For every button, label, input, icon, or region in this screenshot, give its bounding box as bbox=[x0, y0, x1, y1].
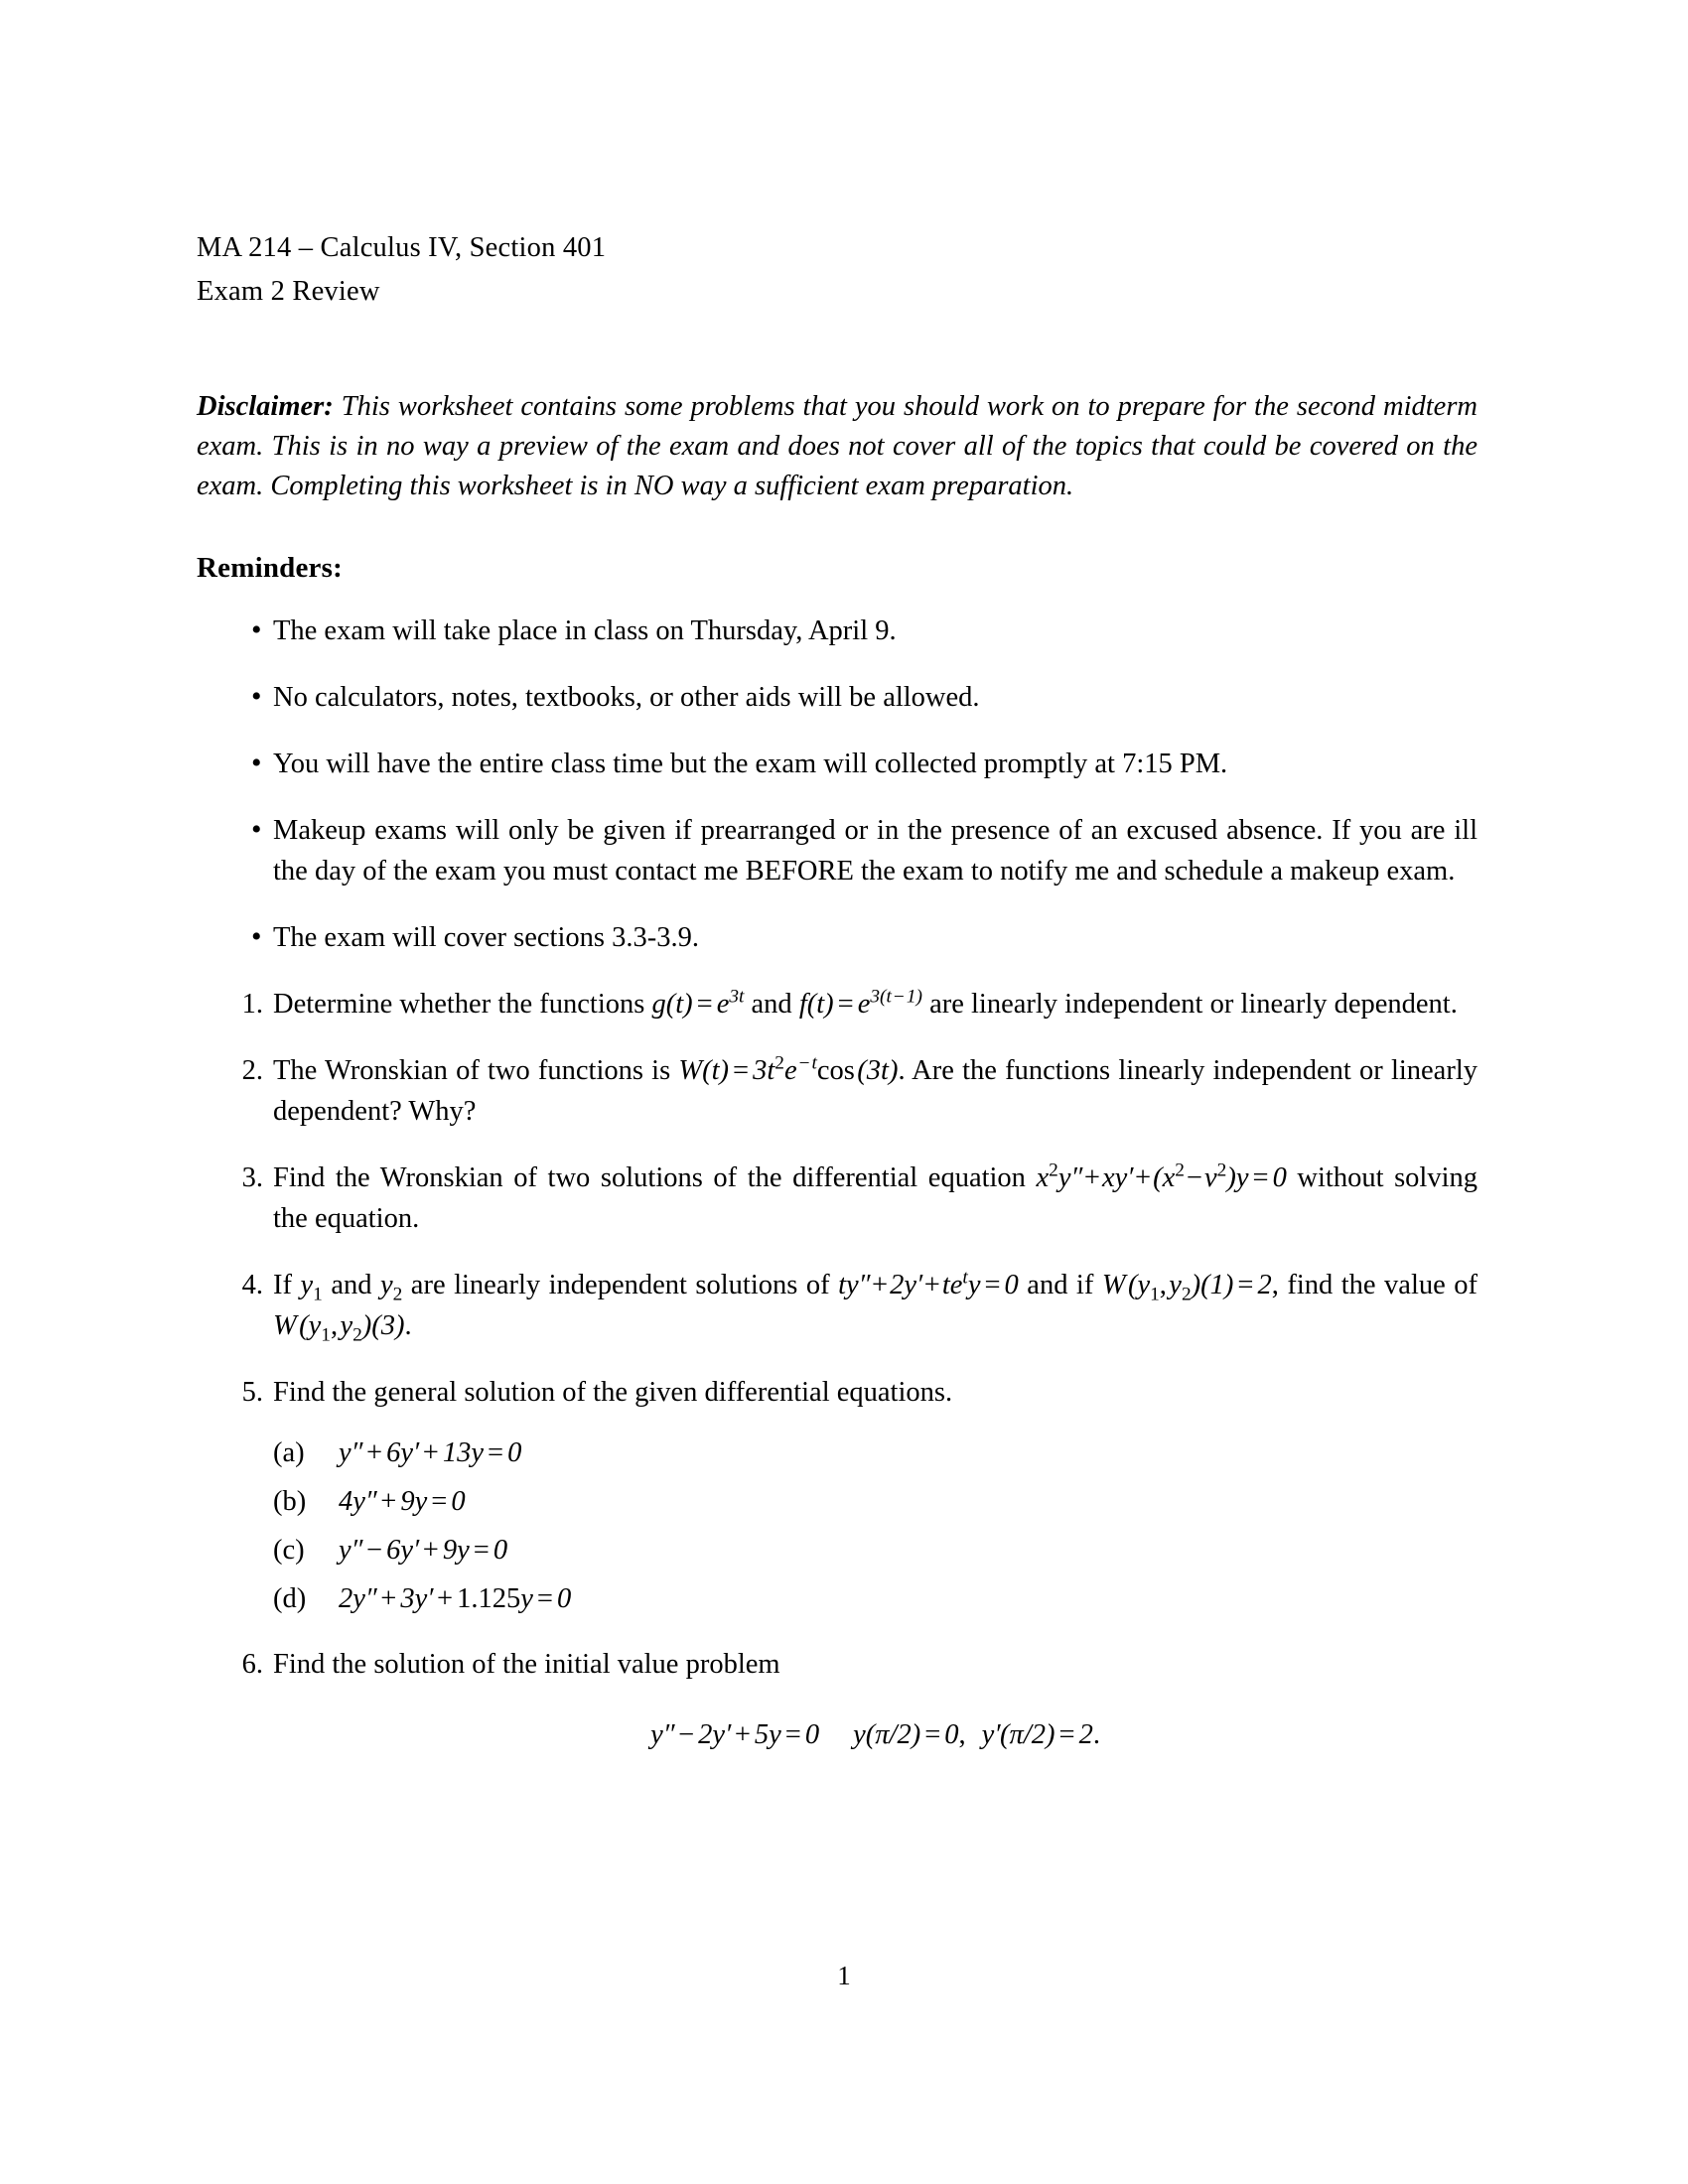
list-item bbox=[197, 917, 1477, 958]
page-number: 1 bbox=[837, 1961, 851, 1990]
math-expression: y″ + 6y′ + 13y = 0 bbox=[339, 1437, 522, 1468]
math-expression: $y_1$ bbox=[300, 1270, 323, 1305]
list-item bbox=[197, 744, 1477, 784]
problem-item bbox=[197, 1265, 1477, 1346]
subpart-label: (d) bbox=[273, 1583, 307, 1614]
math-expression: y″ − 6y′ + 9y = 0 bbox=[339, 1535, 508, 1566]
math-expression: $y_2$ bbox=[379, 1270, 403, 1305]
problem-text-part: Determine whether the functions bbox=[273, 989, 652, 1020]
subpart-label: (a) bbox=[273, 1437, 305, 1468]
problem-item bbox=[197, 1372, 1477, 1618]
course-heading: MA 214 – Calculus IV, Section 401 bbox=[197, 232, 607, 263]
problem-text-part: are linearly independent or linearly dependent. bbox=[921, 989, 1458, 1020]
problem-text-part: Find the general solution of the given differential equations. bbox=[273, 1377, 953, 1408]
problem-text-part: and if bbox=[1018, 1270, 1102, 1300]
math-expression: $W(t) = 3t^2e$ $^{- t}$cos (3t) bbox=[678, 1052, 899, 1086]
problem-text-part: are linearly independent solutions of bbox=[402, 1270, 839, 1300]
subpart-item bbox=[273, 1580, 1477, 1618]
disclaimer-paragraph bbox=[197, 387, 1477, 506]
problem-number: 1. bbox=[241, 989, 263, 1020]
math-expression: $ty''+2y'+te^ty = 0$ bbox=[838, 1267, 1019, 1300]
math-expression: $g(t) = e^{3t}$ bbox=[651, 986, 745, 1020]
math-expression: 4y″ + 9y = 0 bbox=[339, 1486, 466, 1517]
problem-number: 4. bbox=[241, 1270, 263, 1300]
problem-text-part: without solving the equation. bbox=[273, 1162, 1477, 1234]
display-equation bbox=[273, 1714, 1477, 1756]
problem-subparts-list bbox=[273, 1434, 1477, 1618]
list-item bbox=[197, 677, 1477, 718]
reminder-text: Makeup exams will only be given if prearranged or in the presence of an excused absence. If you are ill the day of the exam you must contact me BEFORE the exam to notify me and schedule a makeup exam. bbox=[273, 815, 1477, 887]
problem-text-part: . bbox=[404, 1310, 412, 1341]
problem-number: 3. bbox=[241, 1162, 263, 1193]
problem-item bbox=[197, 984, 1477, 1024]
reminder-text: No calculators, notes, textbooks, or other aids will be allowed. bbox=[273, 682, 980, 713]
problem-text-part: . Are the functions linearly independent or linearly dependent? Why? bbox=[273, 1055, 1477, 1127]
problems-list bbox=[197, 984, 1477, 1756]
math-expression: W ($y_1$, $y_2)(3)$ bbox=[273, 1310, 405, 1346]
math-expression: $f(t) = e^{3(t - 1)}$ bbox=[798, 986, 922, 1020]
problem-text-part: Find the solution of the initial value problem bbox=[273, 1649, 780, 1680]
subpart-item bbox=[273, 1483, 1477, 1521]
problem-text-part: and bbox=[744, 989, 799, 1020]
math-expression: 2y″ + 3y′ + 1.125y = 0 bbox=[339, 1583, 572, 1614]
reminder-text: You will have the entire class time but the exam will collected promptly at 7:15 PM. bbox=[273, 749, 1228, 779]
math-expression: $x^2y''+xy'+(x^2-\nu^2)y = 0$ bbox=[1036, 1160, 1287, 1193]
reminder-text: The exam will take place in class on Thursday, April 9. bbox=[273, 615, 897, 646]
problem-item bbox=[197, 1158, 1477, 1239]
problem-number: 2. bbox=[241, 1055, 263, 1086]
reminders-list bbox=[197, 611, 1477, 958]
problem-number: 5. bbox=[241, 1377, 263, 1408]
exam-title-heading: Exam 2 Review bbox=[197, 276, 380, 307]
math-expression: y(π/2) = 0, bbox=[853, 1719, 966, 1750]
subpart-label: (c) bbox=[273, 1535, 305, 1566]
math-expression: y′(π/2) = 2. bbox=[981, 1719, 1100, 1750]
subpart-label: (b) bbox=[273, 1486, 307, 1517]
reminders-heading: Reminders: bbox=[197, 552, 343, 584]
problem-number: 6. bbox=[241, 1649, 263, 1680]
document-content bbox=[197, 226, 1477, 1782]
problem-text-part: and bbox=[322, 1270, 380, 1300]
subpart-item bbox=[273, 1434, 1477, 1472]
problem-text-part: Find the Wronskian of two solutions of the differential equation bbox=[273, 1162, 1037, 1193]
problem-text-part: If bbox=[273, 1270, 301, 1300]
problem-text-part: , find the value of bbox=[1271, 1270, 1477, 1300]
list-item bbox=[197, 611, 1477, 651]
disclaimer-body: This worksheet contains some problems that you should work on to prepare for the second midterm exam. This is in no way a preview of the exam and does not cover all of the topics that could be covered on the exam. Completing this worksheet is in NO way a sufficient exam preparation. bbox=[197, 391, 1477, 501]
problem-item bbox=[197, 1050, 1477, 1132]
problem-item bbox=[197, 1644, 1477, 1756]
math-expression: W ($y_1$, $y_2)(1) = 2$ bbox=[1101, 1270, 1272, 1305]
reminder-text: The exam will cover sections 3.3-3.9. bbox=[273, 922, 699, 953]
problem-text-part: The Wronskian of two functions is bbox=[273, 1055, 679, 1086]
subpart-item bbox=[273, 1532, 1477, 1570]
disclaimer-label: Disclaimer: bbox=[197, 391, 334, 422]
math-expression: y″ − 2y′ + 5y = 0 bbox=[650, 1719, 820, 1750]
list-item bbox=[197, 810, 1477, 891]
